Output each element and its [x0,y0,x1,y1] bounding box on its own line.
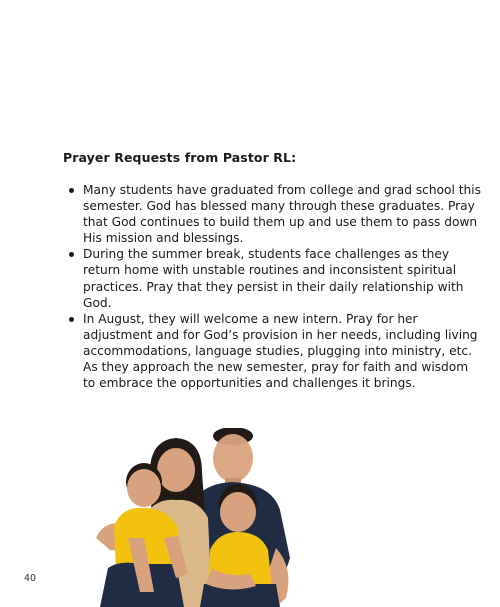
prayer-request-item: Many students have graduated from college and grad school this semester. God has blessed many through these graduates. Pray that God continues to build them up and use them to pass down His mission and blessings. [83,183,482,246]
prayer-requests-list [63,182,483,391]
page-number: 40 [24,573,37,584]
family-photo [80,428,330,607]
prayer-request-item: During the summer break, students face challenges as they return home with unstable routines and inconsistent spiritual practices. Pray that they persist in their daily relationship with God. [83,246,483,310]
prayer-request-item: In August, they will welcome a new intern. Pray for her adjustment and for God’s provision in her needs, including living accommodations, language studies, plugging into ministry, etc. As they approach the new semester, pray for faith and wisdom to embrace the opportunities and challenges it brings. [83,311,483,391]
prayer-requests-heading: Prayer Requests from Pastor RL: [63,150,297,165]
